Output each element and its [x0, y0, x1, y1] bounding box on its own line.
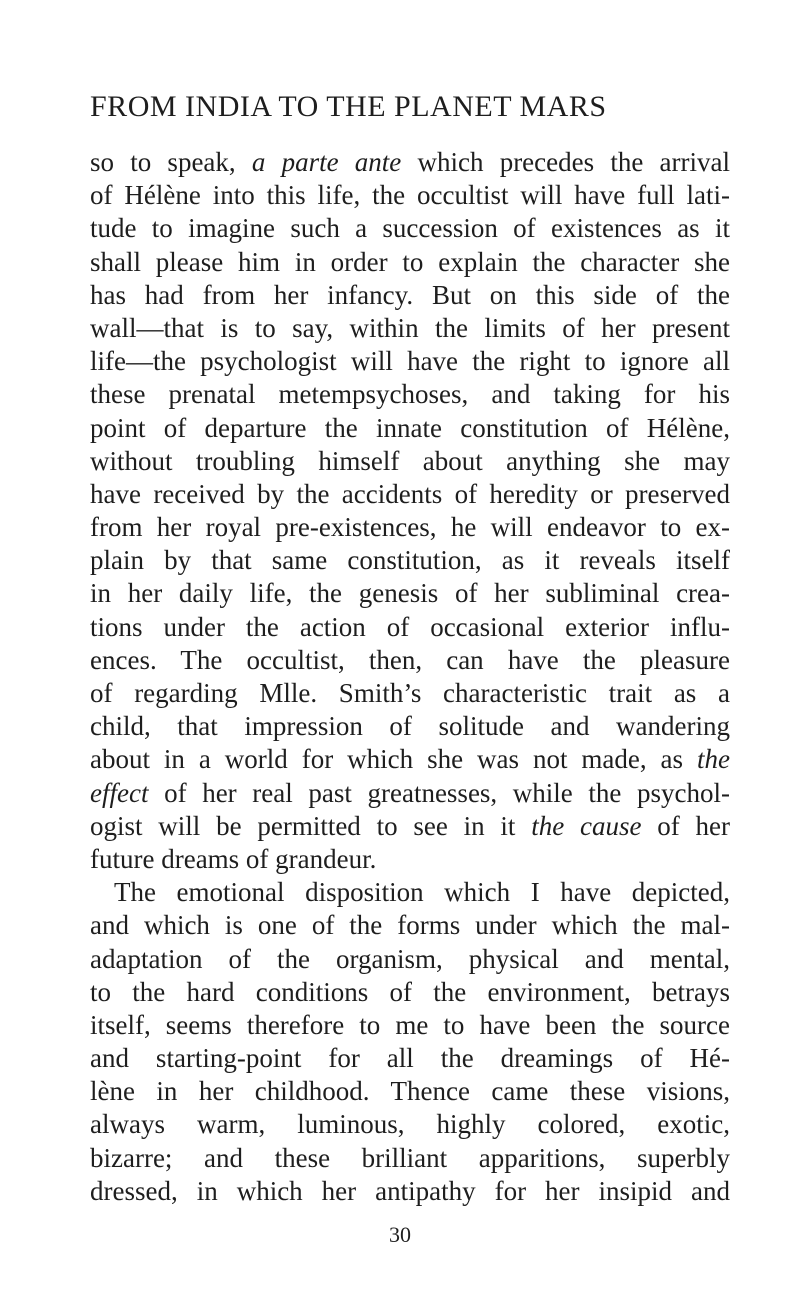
text-line	[90, 212, 730, 245]
text-line	[90, 1142, 730, 1175]
text-segment: and starting-point for all the dreamings of Hé-	[90, 1043, 730, 1074]
text-line	[90, 644, 730, 677]
text-line	[90, 577, 730, 610]
text-line	[90, 777, 730, 810]
text-segment: always warm, luminous, highly colored, exotic,	[90, 1109, 730, 1140]
text-line	[90, 279, 730, 312]
text-segment: future dreams of grandeur.	[90, 843, 377, 874]
text-segment: life—the psychologist will have the right to ignore all	[90, 346, 730, 377]
text-segment: from her royal pre-existences, he will endeavor to ex-	[90, 512, 730, 543]
text-line	[90, 179, 730, 212]
text-line	[90, 810, 730, 843]
text-segment: dressed, in which her antipathy for her insipid and	[90, 1175, 730, 1206]
text-line	[90, 743, 730, 776]
text-segment: of Hélène into this life, the occultist will have full lati-	[90, 180, 730, 211]
text-line	[90, 943, 730, 976]
text-line	[90, 1042, 730, 1075]
text-line	[90, 909, 730, 942]
text-segment: about in a world for which she was not made, as	[90, 744, 697, 775]
text-segment: point of departure the innate constitution of Hélène,	[90, 412, 730, 443]
text-segment: tude to imagine such a succession of existences as it	[90, 213, 730, 244]
text-segment: in her daily life, the genesis of her subliminal crea-	[90, 578, 730, 609]
running-head: FROM INDIA TO THE PLANET MARS	[90, 90, 607, 123]
text-line	[90, 843, 730, 876]
text-segment: ences. The occultist, then, can have the pleasure	[90, 644, 730, 675]
page-number: 30	[389, 1222, 411, 1247]
text-segment: of her real past greatnesses, while the psychol-	[148, 777, 730, 808]
text-line	[90, 710, 730, 743]
text-line	[90, 611, 730, 644]
text-segment: these prenatal metempsychoses, and taking for his	[90, 379, 730, 410]
text-line	[90, 246, 730, 279]
text-line	[90, 511, 730, 544]
text-line	[90, 478, 730, 511]
text-segment: tions under the action of occasional exterior influ-	[90, 611, 730, 642]
text-line	[90, 1108, 730, 1141]
text-line	[90, 976, 730, 1009]
text-line	[90, 544, 730, 577]
body-text	[90, 146, 730, 1208]
text-segment: bizarre; and these brilliant apparitions, superbly	[90, 1142, 730, 1173]
text-segment: of her	[641, 810, 731, 841]
italic-text: the	[697, 744, 730, 775]
text-line	[90, 312, 730, 345]
text-line	[90, 1009, 730, 1042]
text-segment: wall—that is to say, within the limits of her present	[90, 312, 730, 343]
text-segment: which precedes the arrival	[401, 147, 730, 177]
text-line	[90, 412, 730, 445]
text-line	[90, 1175, 730, 1208]
italic-text: effect	[90, 777, 149, 808]
text-segment: of regarding Mlle. Smith’s characteristic trait as a	[90, 678, 730, 708]
text-line	[90, 378, 730, 411]
text-segment: itself, seems therefore to me to have been the source	[90, 1009, 730, 1040]
text-segment: plain by that same constitution, as it reveals itself	[90, 545, 730, 576]
text-segment: lène in her childhood. Thence came these visions,	[90, 1076, 730, 1107]
text-segment: child, that impression of solitude and wandering	[90, 711, 730, 742]
text-line	[90, 876, 730, 909]
text-segment: adaptation of the organism, physical and mental,	[90, 943, 730, 974]
text-line	[90, 1075, 730, 1108]
text-line	[90, 445, 730, 478]
text-segment: without troubling himself about anything she may	[90, 445, 730, 476]
text-segment: have received by the accidents of heredity or preserved	[90, 478, 730, 509]
text-line	[90, 146, 730, 179]
italic-text: a parte ante	[251, 147, 402, 177]
text-segment: ogist will be permitted to see in it	[90, 810, 532, 841]
text-segment: The emotional disposition which I have depicted,	[114, 877, 730, 908]
italic-text: the cause	[531, 810, 642, 841]
text-segment: and which is one of the forms under which the mal-	[90, 910, 730, 941]
text-segment: shall please him in order to explain the character she	[90, 246, 730, 277]
text-segment: has had from her infancy. But on this side of the	[90, 279, 730, 310]
text-segment: to the hard conditions of the environment, betrays	[90, 976, 730, 1007]
text-segment: so to speak,	[90, 147, 252, 177]
text-line	[90, 345, 730, 378]
text-line	[90, 677, 730, 710]
